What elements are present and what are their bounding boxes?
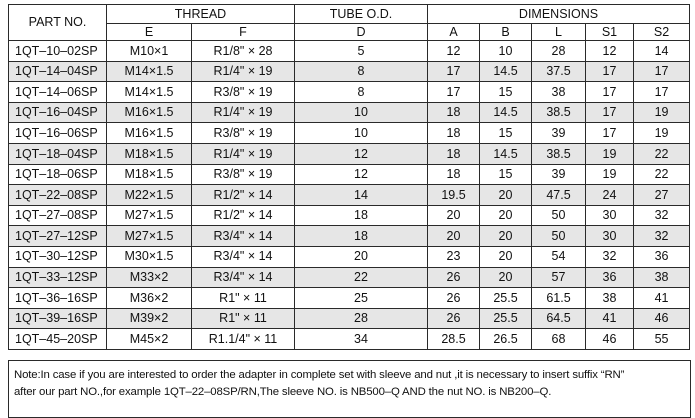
cell-dim-a: 26	[428, 308, 480, 329]
cell-thread-e: M18×1.5	[107, 164, 192, 185]
cell-thread-f: R1/8" × 28	[192, 41, 295, 62]
cell-tube-od: 18	[295, 226, 428, 247]
cell-dim-s1: 32	[586, 246, 634, 267]
cell-dim-a: 19.5	[428, 185, 480, 206]
cell-dim-b: 15	[480, 82, 532, 103]
cell-tube-od: 34	[295, 329, 428, 350]
cell-dim-s1: 19	[586, 164, 634, 185]
header-dim-b: B	[480, 24, 532, 41]
table-row	[9, 205, 690, 226]
header-thread-e: E	[107, 24, 192, 41]
cell-thread-f: R1" × 11	[192, 308, 295, 329]
header-dim-l: L	[532, 24, 586, 41]
cell-dim-a: 18	[428, 123, 480, 144]
cell-tube-od: 8	[295, 61, 428, 82]
cell-dim-b: 20	[480, 185, 532, 206]
cell-dim-a: 23	[428, 246, 480, 267]
cell-dim-s2: 36	[634, 246, 690, 267]
cell-dim-s1: 41	[586, 308, 634, 329]
cell-thread-e: M16×1.5	[107, 102, 192, 123]
cell-dim-a: 12	[428, 41, 480, 62]
cell-thread-e: M10×1	[107, 41, 192, 62]
cell-dim-b: 14.5	[480, 143, 532, 164]
cell-thread-f: R1/2" × 14	[192, 205, 295, 226]
table-row	[9, 329, 690, 350]
table-row	[9, 226, 690, 247]
cell-part-no: 1QT–18–04SP	[9, 143, 107, 164]
cell-thread-e: M36×2	[107, 288, 192, 309]
header-tube-od: TUBE O.D.	[295, 5, 428, 24]
table-body	[9, 41, 690, 350]
cell-dim-s2: 55	[634, 329, 690, 350]
cell-tube-od: 10	[295, 123, 428, 144]
cell-dim-s1: 17	[586, 61, 634, 82]
cell-thread-e: M14×1.5	[107, 82, 192, 103]
table-row	[9, 267, 690, 288]
cell-dim-l: 61.5	[532, 288, 586, 309]
cell-dim-s2: 38	[634, 267, 690, 288]
table-row	[9, 288, 690, 309]
cell-dim-s2: 17	[634, 82, 690, 103]
cell-dim-a: 28.5	[428, 329, 480, 350]
cell-dim-l: 38.5	[532, 143, 586, 164]
cell-dim-l: 47.5	[532, 185, 586, 206]
header-thread-f: F	[192, 24, 295, 41]
table-row	[9, 143, 690, 164]
cell-dim-l: 39	[532, 123, 586, 144]
cell-dim-s1: 17	[586, 82, 634, 103]
cell-dim-a: 18	[428, 164, 480, 185]
cell-tube-od: 20	[295, 246, 428, 267]
cell-dim-l: 54	[532, 246, 586, 267]
table-row	[9, 41, 690, 62]
cell-part-no: 1QT–22–08SP	[9, 185, 107, 206]
cell-thread-f: R1/2" × 14	[192, 185, 295, 206]
cell-part-no: 1QT–10–02SP	[9, 41, 107, 62]
cell-thread-e: M18×1.5	[107, 143, 192, 164]
cell-part-no: 1QT–39–16SP	[9, 308, 107, 329]
cell-dim-l: 50	[532, 226, 586, 247]
cell-dim-l: 38	[532, 82, 586, 103]
cell-dim-s2: 22	[634, 143, 690, 164]
cell-dim-l: 50	[532, 205, 586, 226]
cell-dim-s2: 27	[634, 185, 690, 206]
table-row	[9, 246, 690, 267]
table-row	[9, 61, 690, 82]
header-thread: THREAD	[107, 5, 295, 24]
cell-thread-f: R3/8" × 19	[192, 123, 295, 144]
cell-dim-l: 37.5	[532, 61, 586, 82]
cell-dim-a: 18	[428, 102, 480, 123]
cell-part-no: 1QT–27–08SP	[9, 205, 107, 226]
header-dim-s2: S2	[634, 24, 690, 41]
cell-dim-s1: 17	[586, 123, 634, 144]
cell-dim-b: 26.5	[480, 329, 532, 350]
header-dim-a: A	[428, 24, 480, 41]
cell-dim-a: 18	[428, 143, 480, 164]
cell-tube-od: 12	[295, 143, 428, 164]
cell-dim-b: 20	[480, 246, 532, 267]
table-row	[9, 164, 690, 185]
cell-dim-s1: 36	[586, 267, 634, 288]
cell-dim-a: 26	[428, 267, 480, 288]
cell-thread-f: R1/4" × 19	[192, 143, 295, 164]
cell-thread-f: R3/4" × 14	[192, 267, 295, 288]
cell-dim-b: 20	[480, 267, 532, 288]
cell-dim-l: 68	[532, 329, 586, 350]
cell-tube-od: 10	[295, 102, 428, 123]
cell-dim-a: 20	[428, 205, 480, 226]
cell-dim-s1: 30	[586, 226, 634, 247]
cell-dim-a: 26	[428, 288, 480, 309]
cell-dim-b: 20	[480, 205, 532, 226]
cell-dim-s2: 19	[634, 102, 690, 123]
cell-dim-b: 15	[480, 164, 532, 185]
cell-thread-e: M27×1.5	[107, 205, 192, 226]
cell-dim-b: 14.5	[480, 102, 532, 123]
cell-part-no: 1QT–14–06SP	[9, 82, 107, 103]
cell-part-no: 1QT–18–06SP	[9, 164, 107, 185]
note-line-1: Note:In case if you are interested to order the adapter in complete set with sleeve and nut ,it is necessary to insert suffix “RN”	[14, 369, 625, 381]
cell-part-no: 1QT–27–12SP	[9, 226, 107, 247]
cell-tube-od: 8	[295, 82, 428, 103]
table-row	[9, 123, 690, 144]
cell-dim-l: 38.5	[532, 102, 586, 123]
header-dimensions: DIMENSIONS	[428, 5, 690, 24]
cell-thread-e: M27×1.5	[107, 226, 192, 247]
cell-dim-b: 25.5	[480, 308, 532, 329]
cell-tube-od: 5	[295, 41, 428, 62]
cell-thread-f: R3/4" × 14	[192, 246, 295, 267]
cell-thread-e: M22×1.5	[107, 185, 192, 206]
cell-dim-l: 64.5	[532, 308, 586, 329]
table-row	[9, 308, 690, 329]
header-part-no: PART NO.	[9, 5, 107, 41]
cell-part-no: 1QT–14–04SP	[9, 61, 107, 82]
cell-part-no: 1QT–30–12SP	[9, 246, 107, 267]
cell-dim-s2: 41	[634, 288, 690, 309]
cell-dim-s1: 12	[586, 41, 634, 62]
cell-thread-f: R1/4" × 19	[192, 102, 295, 123]
cell-dim-s2: 32	[634, 226, 690, 247]
header-tube-d: D	[295, 24, 428, 41]
cell-thread-f: R1.1/4" × 11	[192, 329, 295, 350]
cell-part-no: 1QT–33–12SP	[9, 267, 107, 288]
cell-thread-e: M33×2	[107, 267, 192, 288]
cell-thread-e: M16×1.5	[107, 123, 192, 144]
cell-dim-a: 17	[428, 82, 480, 103]
cell-tube-od: 14	[295, 185, 428, 206]
cell-dim-s1: 46	[586, 329, 634, 350]
cell-tube-od: 28	[295, 308, 428, 329]
cell-dim-s1: 38	[586, 288, 634, 309]
cell-dim-b: 14.5	[480, 61, 532, 82]
cell-thread-e: M30×1.5	[107, 246, 192, 267]
cell-tube-od: 12	[295, 164, 428, 185]
cell-dim-b: 20	[480, 226, 532, 247]
cell-dim-b: 10	[480, 41, 532, 62]
cell-thread-e: M14×1.5	[107, 61, 192, 82]
cell-part-no: 1QT–45–20SP	[9, 329, 107, 350]
cell-dim-s2: 19	[634, 123, 690, 144]
cell-tube-od: 25	[295, 288, 428, 309]
cell-thread-f: R3/8" × 19	[192, 164, 295, 185]
cell-thread-f: R1" × 11	[192, 288, 295, 309]
cell-tube-od: 18	[295, 205, 428, 226]
cell-thread-f: R3/4" × 14	[192, 226, 295, 247]
table-row	[9, 185, 690, 206]
order-note	[8, 360, 691, 418]
cell-part-no: 1QT–16–04SP	[9, 102, 107, 123]
cell-dim-s1: 24	[586, 185, 634, 206]
sub-header-row	[9, 24, 690, 41]
cell-dim-s1: 19	[586, 143, 634, 164]
cell-thread-e: M45×2	[107, 329, 192, 350]
cell-dim-b: 25.5	[480, 288, 532, 309]
table-row	[9, 82, 690, 103]
specification-table	[8, 4, 690, 350]
cell-dim-s2: 32	[634, 205, 690, 226]
cell-dim-a: 20	[428, 226, 480, 247]
cell-part-no: 1QT–16–06SP	[9, 123, 107, 144]
cell-dim-s2: 22	[634, 164, 690, 185]
cell-dim-s2: 17	[634, 61, 690, 82]
cell-thread-e: M39×2	[107, 308, 192, 329]
cell-dim-b: 15	[480, 123, 532, 144]
note-line-2: after our part NO.,for example 1QT–22–08SP/RN,The sleeve NO. is NB500–Q AND the nut NO. is NB200–Q.	[14, 386, 552, 398]
cell-dim-a: 17	[428, 61, 480, 82]
cell-dim-s2: 46	[634, 308, 690, 329]
cell-thread-f: R3/8" × 19	[192, 82, 295, 103]
cell-thread-f: R1/4" × 19	[192, 61, 295, 82]
cell-dim-s2: 14	[634, 41, 690, 62]
cell-tube-od: 22	[295, 267, 428, 288]
cell-dim-l: 39	[532, 164, 586, 185]
cell-dim-s1: 30	[586, 205, 634, 226]
cell-dim-l: 57	[532, 267, 586, 288]
cell-dim-s1: 17	[586, 102, 634, 123]
header-dim-s1: S1	[586, 24, 634, 41]
cell-part-no: 1QT–36–16SP	[9, 288, 107, 309]
table-row	[9, 102, 690, 123]
cell-dim-l: 28	[532, 41, 586, 62]
